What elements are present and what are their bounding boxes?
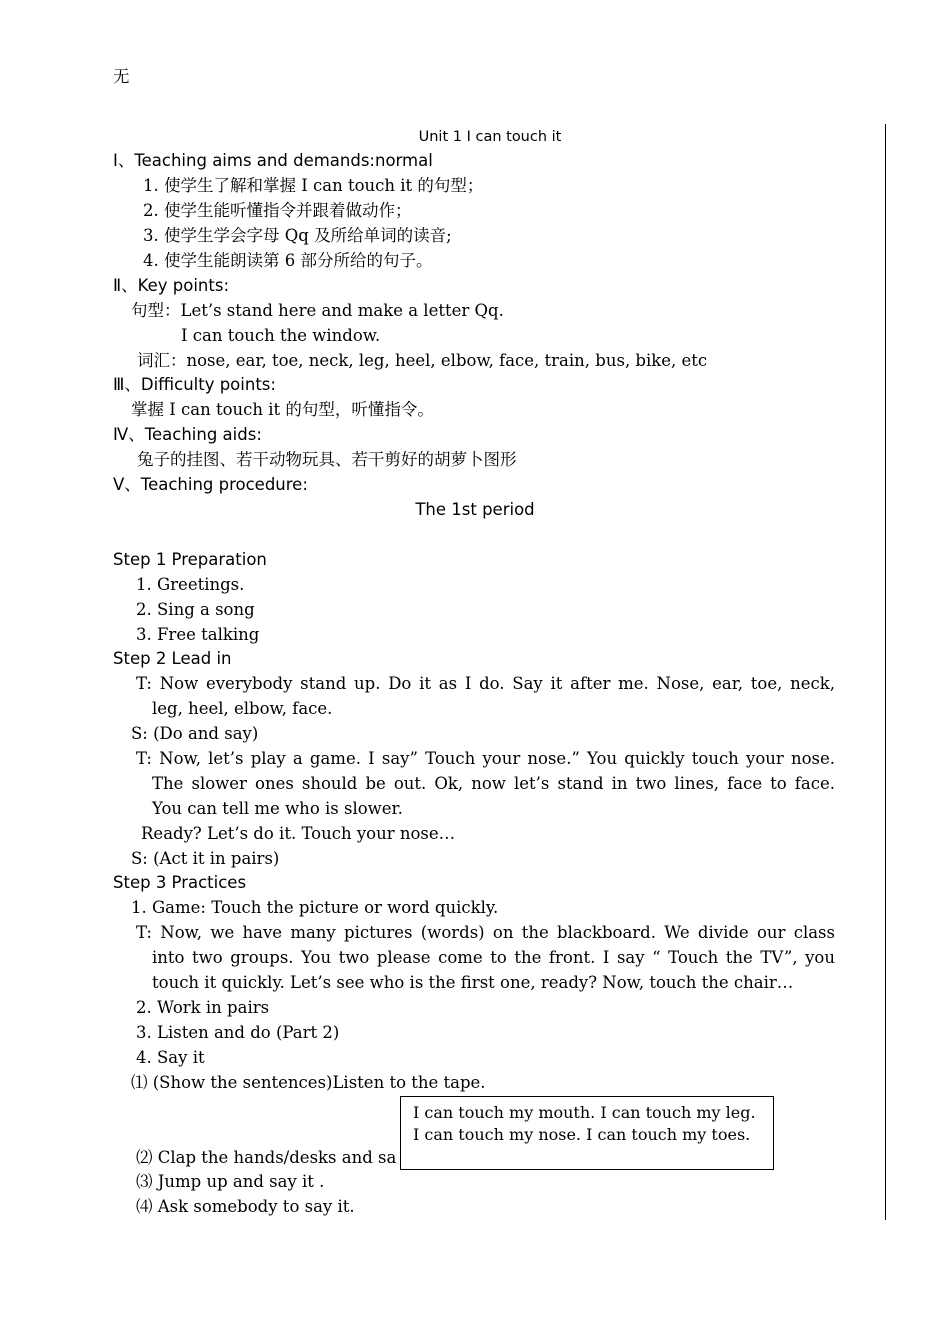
page-title: Unit 1 I can touch it	[418, 129, 562, 145]
teacher-line: The slower ones should be out. Ok, now let’s stand in two lines, face to face.	[152, 774, 835, 793]
aims-heading: Ⅰ、Teaching aims and demands:normal	[113, 151, 433, 170]
teacher-line: T: Now, we have many pictures (words) on the blackboard. We divide our class	[136, 923, 835, 942]
teacher-line: leg, heel, elbow, face.	[152, 699, 333, 718]
step1-item: 1. Greetings.	[136, 575, 245, 594]
box-line: I can touch my mouth. I can touch my leg.	[413, 1103, 756, 1122]
key-sentence: 句型：Let’s stand here and make a letter Qq.	[131, 301, 504, 320]
student-line: S: (Act it in pairs)	[131, 849, 280, 868]
period-title: The 1st period	[415, 500, 535, 519]
difficulty-heading: Ⅲ、Difficulty points:	[113, 375, 276, 394]
sub-item: ⑶ Jump up and say it .	[136, 1172, 325, 1191]
teacher-line: Ready? Let’s do it. Touch your nose…	[141, 824, 456, 843]
step3-item: 1. Game: Touch the picture or word quickly.	[131, 898, 499, 917]
step1-item: 3. Free talking	[136, 625, 260, 644]
step2-heading: Step 2 Lead in	[113, 649, 232, 668]
right-margin-line	[885, 124, 886, 1220]
step3-item: 4. Say it	[136, 1048, 205, 1067]
teacher-line: into two groups. You two please come to the front. I say “ Touch the TV”, you	[152, 948, 835, 967]
header-char: 无	[113, 67, 130, 86]
sub-item: ⑴ (Show the sentences)Listen to the tape.	[131, 1073, 486, 1092]
key-vocabulary: 词汇：nose, ear, toe, neck, leg, heel, elbow, face, train, bus, bike, etc	[137, 351, 708, 370]
aim-item: 2. 使学生能听懂指令并跟着做动作；	[143, 201, 412, 220]
aim-item: 1. 使学生了解和掌握 I can touch it 的句型；	[143, 176, 484, 195]
key-points-heading: Ⅱ、Key points:	[113, 276, 230, 295]
sub-item: ⑷ Ask somebody to say it.	[136, 1197, 355, 1216]
teacher-line: touch it quickly. Let’s see who is the first one, ready? Now, touch the chair…	[152, 973, 794, 992]
sentence-box	[400, 1096, 774, 1170]
teacher-line: You can tell me who is slower.	[152, 799, 403, 818]
student-line: S: (Do and say)	[131, 724, 259, 743]
step3-heading: Step 3 Practices	[113, 873, 247, 892]
box-line: I can touch my nose. I can touch my toes.	[413, 1125, 751, 1144]
step1-heading: Step 1 Preparation	[113, 550, 267, 569]
aim-item: 3. 使学生学会字母 Qq 及所给单词的读音;	[143, 226, 452, 245]
aids-text: 兔子的挂图、若干动物玩具、若干剪好的胡萝卜图形	[137, 450, 517, 469]
step1-item: 2. Sing a song	[136, 600, 255, 619]
teacher-line: T: Now, let’s play a game. I say” Touch your nose.” You quickly touch your nose.	[136, 749, 835, 768]
difficulty-text: 掌握 I can touch it 的句型，听懂指令。	[131, 400, 434, 419]
key-sentence: I can touch the window.	[181, 326, 381, 345]
aim-item: 4. 使学生能朗读第 6 部分所给的句子。	[143, 251, 433, 270]
sub-item: ⑵ Clap the hands/desks and sa	[136, 1148, 397, 1167]
step3-item: 2. Work in pairs	[136, 998, 270, 1017]
teacher-line: T: Now everybody stand up. Do it as I do. Say it after me. Nose, ear, toe, neck,	[136, 674, 835, 693]
procedure-heading: Ⅴ、Teaching procedure:	[113, 475, 308, 494]
step3-item: 3. Listen and do (Part 2)	[136, 1023, 340, 1042]
aids-heading: Ⅳ、Teaching aids:	[113, 425, 262, 444]
